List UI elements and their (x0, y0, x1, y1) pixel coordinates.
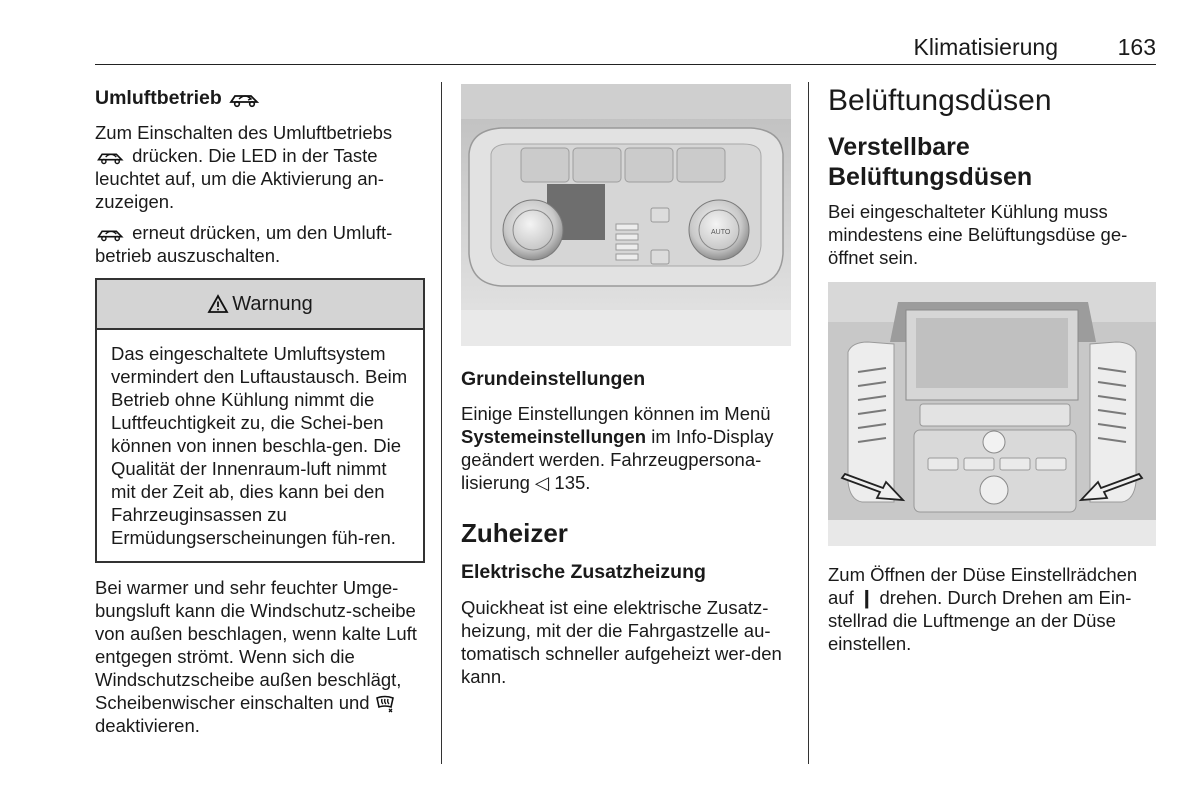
climate-panel-illustration (461, 84, 791, 346)
air-vents-photo (828, 282, 1156, 546)
belueftungsduesen-main-heading: Belüftungsdüsen (828, 84, 1052, 117)
column-grundeinstellungen (461, 84, 791, 688)
grundeinstellungen-text: Einige Einstellungen können im Menü Systemeinstellungen im Info-Display geändert werden. Fahrzeugpersona-lisierung ◁ 135. (461, 403, 774, 493)
umluft-para-2: erneut drücken, um den Umluft-betrieb auszuschalten. (95, 222, 393, 266)
windshield-defrost-icon (375, 695, 395, 713)
elektrische-zusatzheizung-heading: Elektrische Zusatzheizung (461, 561, 706, 583)
zuheizer-text: Quickheat ist eine elektrische Zusatz-heizung, mit der die Fahrgastzelle au-tomatisch schneller aufgeheizt wer-den kann. (461, 597, 782, 687)
umluft-para-1: Zum Einschalten des Umluftbetriebs drücken. Die LED in der Taste leuchtet auf, um die Aktivierung an-zuzeigen. (95, 122, 393, 212)
belueftung-intro: Bei eingeschalteter Kühlung muss mindestens eine Belüftungsdüse ge-öffnet sein. (828, 201, 1128, 268)
umluft-heading: Umluftbetrieb (95, 86, 425, 110)
warning-title: Warnung (232, 292, 313, 315)
recirculation-icon (95, 149, 127, 165)
recirculation-icon (227, 90, 263, 108)
panel-auto-label: AUTO (711, 229, 731, 236)
page-header (95, 30, 1156, 65)
warning-header (97, 280, 423, 330)
vent-open-symbol: ❙ (858, 587, 875, 608)
column-divider-1 (441, 82, 442, 764)
warning-body (97, 330, 423, 561)
climate-control-panel-photo (461, 84, 791, 346)
warning-text: Das eingeschaltete Umluftsystem vermindert den Luftaustausch. Beim Betrieb ohne Kühlung nimmt die Luftfeuchtigkeit zu, die Schei-ben können von innen beschla-gen. Die Qualität der Innenraum-luft nimmt mit der Zeit ab, dies kann bei den Fahrzeuginsassen zu Ermüdungserscheinungen füh-ren. (111, 343, 408, 548)
umluft-para-3: Bei warmer und sehr feuchter Umge-bungsluft kann die Windschutz-scheibe von außen beschlagen, wenn kalte Luft entgegen strömt. Wenn sich die Windschutzscheibe außen beschlägt, Scheibenwischer einschalten und deaktivieren. (95, 577, 417, 736)
column-divider-2 (808, 82, 809, 764)
recirculation-icon (95, 226, 127, 242)
air-vents-illustration (828, 282, 1156, 546)
column-belueftungsduesen (828, 84, 1158, 655)
warning-box (95, 278, 425, 563)
page-number: 163 (1117, 34, 1156, 60)
warning-triangle-icon (207, 294, 229, 314)
grundeinstellungen-heading: Grundeinstellungen (461, 368, 646, 390)
section-title: Klimatisierung (913, 34, 1058, 60)
vent-caption: Zum Öffnen der Düse Einstellrädchen auf ❙ drehen. Durch Drehen am Ein-stellrad die Luftmenge an der Düse einstellen. (828, 564, 1138, 654)
triangle-arrow-icon: ◁ (535, 472, 550, 493)
zuheizer-heading: Zuheizer (461, 518, 568, 548)
verstellbare-heading: Verstellbare Belüftungsdüsen (828, 133, 1033, 191)
column-umluft (95, 84, 425, 737)
